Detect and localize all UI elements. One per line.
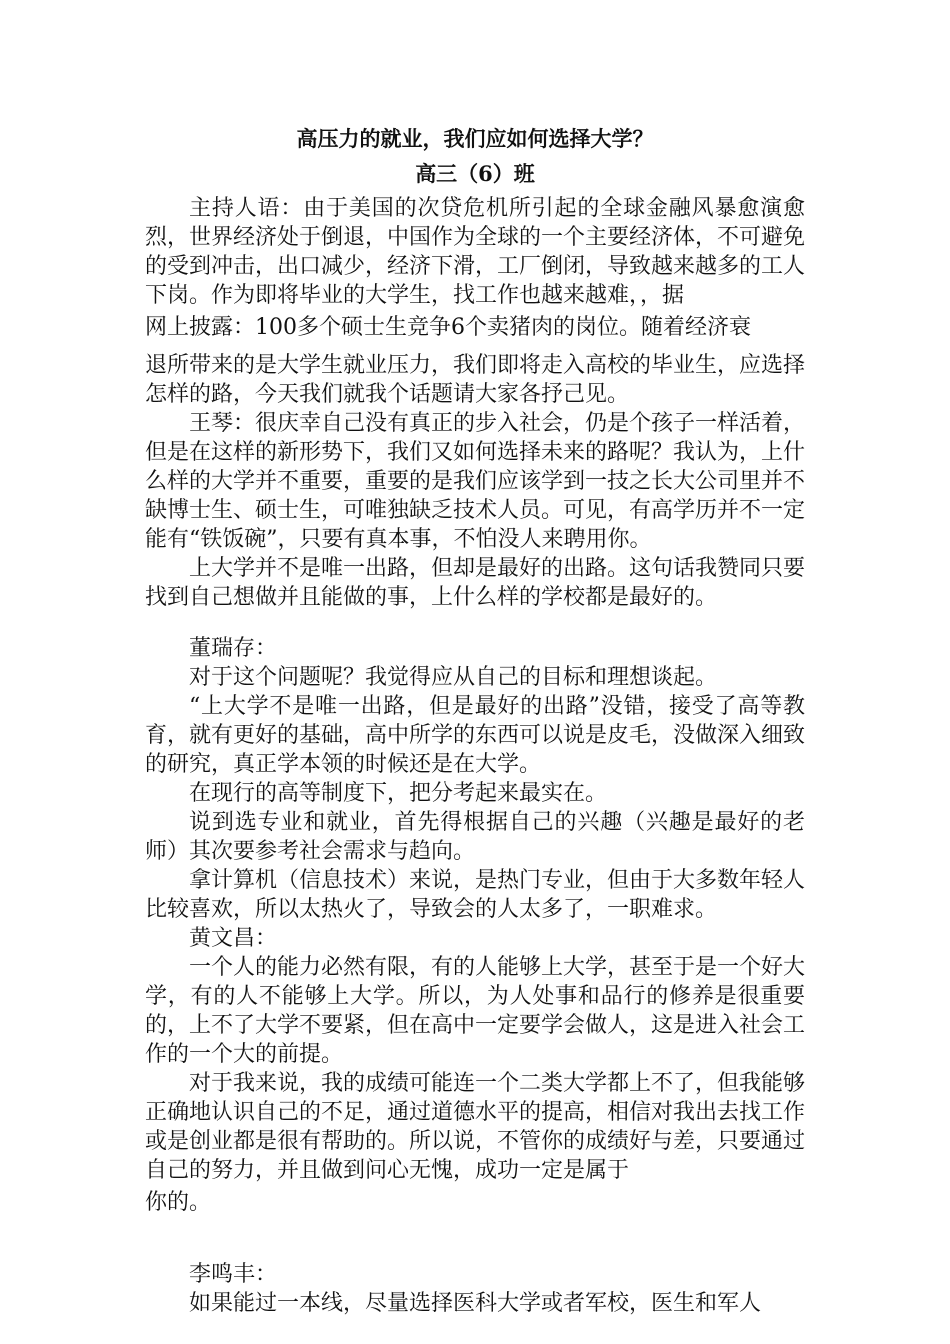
document-subtitle: 高三（6）班 <box>415 161 535 186</box>
paragraph-dong-3: 在现行的高等制度下，把分考起来最实在。 <box>189 781 608 806</box>
paragraph-host-intro-cont-2: 退所带来的是大学生就业压力，我们即将走入高校的毕业生，应选择怎样的路，今天我们就我个话题请大家各抒己见。 <box>145 353 806 407</box>
paragraph-dong-5: 拿计算机（信息技术）来说，是热门专业，但由于大多数年轻人比较喜欢，所以太热火了，导致会的人太多了，一职难求。 <box>145 868 806 922</box>
speaker-dong-ruicun: 董瑞存： <box>189 636 278 661</box>
paragraph-host-intro-cont-1: 网上披露：100多个硕士生竞争6个卖猪肉的岗位。随着经济衰 <box>145 315 751 340</box>
paragraph-host-intro: 主持人语：由于美国的次贷危机所引起的全球金融风暴愈演愈烈，世界经济处于倒退，中国作为全球的一个主要经济体，不可避免的受到冲击，出口减少，经济下滑，工厂倒闭，导致越来越多的工人下岗。作为即将毕业的大学生，找工作也越来越难，，据 <box>145 196 806 308</box>
paragraph-wang-qin: 王琴：很庆幸自己没有真正的步入社会，仍是个孩子一样活着，但是在这样的新形势下，我们又如何选择未来的路呢？我认为，上什么样的大学并不重要，重要的是我们应该学到一技之长大公司里并不缺博士生、硕士生，可唯独缺乏技术人员。可见，有高学历并不一定能有“铁饭碗”，只要有真本事，不怕没人来聘用你。 <box>145 411 806 552</box>
paragraph-dong-4: 说到选专业和就业，首先得根据自己的兴趣（兴趣是最好的老师）其次要参考社会需求与趋向。 <box>145 810 805 864</box>
paragraph-wang-qin-2: 上大学并不是唯一出路，但却是最好的出路。这句话我赞同只要找到自己想做并且能做的事，上什么样的学校都是最好的。 <box>145 556 806 610</box>
blank-line-2 <box>145 1220 805 1260</box>
paragraph-huang-2-cont: 你的。 <box>145 1190 212 1215</box>
speaker-li-mingfeng: 李鸣丰： <box>189 1262 278 1287</box>
paragraph-li-1: 如果能过一本线，尽量选择医科大学或者军校，医生和军人 <box>189 1291 762 1316</box>
document-body <box>145 122 805 1318</box>
paragraph-huang-1: 一个人的能力必然有限，有的人能够上大学，甚至于是一个好大学，有的人不能够上大学。所以，为人处事和品行的修养是很重要的，上不了大学不要紧，但在高中一定要学会做人，这是进入社会工作的一个大的前提。 <box>145 955 806 1067</box>
document-title: 高压力的就业，我们应如何选择大学？ <box>296 126 654 151</box>
blank-line <box>145 612 805 634</box>
paragraph-dong-2: “上大学不是唯一出路，但是最好的出路”没错，接受了高等教育，就有更好的基础，高中所学的东西可以说是皮毛，没做深入细致的研究，真正学本领的时候还是在大学。 <box>145 694 806 777</box>
paragraph-dong-1: 对于这个问题呢？我觉得应从自己的目标和理想谈起。 <box>189 665 718 690</box>
paragraph-huang-2: 对于我来说，我的成绩可能连一个二类大学都上不了，但我能够正确地认识自己的不足，通过道德水平的提高，相信对我出去找工作或是创业都是很有帮助的。所以说，不管你的成绩好与差，只要通过自己的努力，并且做到问心无愧，成功一定是属于 <box>145 1071 806 1183</box>
speaker-huang-wenchang: 黄文昌： <box>189 926 278 951</box>
